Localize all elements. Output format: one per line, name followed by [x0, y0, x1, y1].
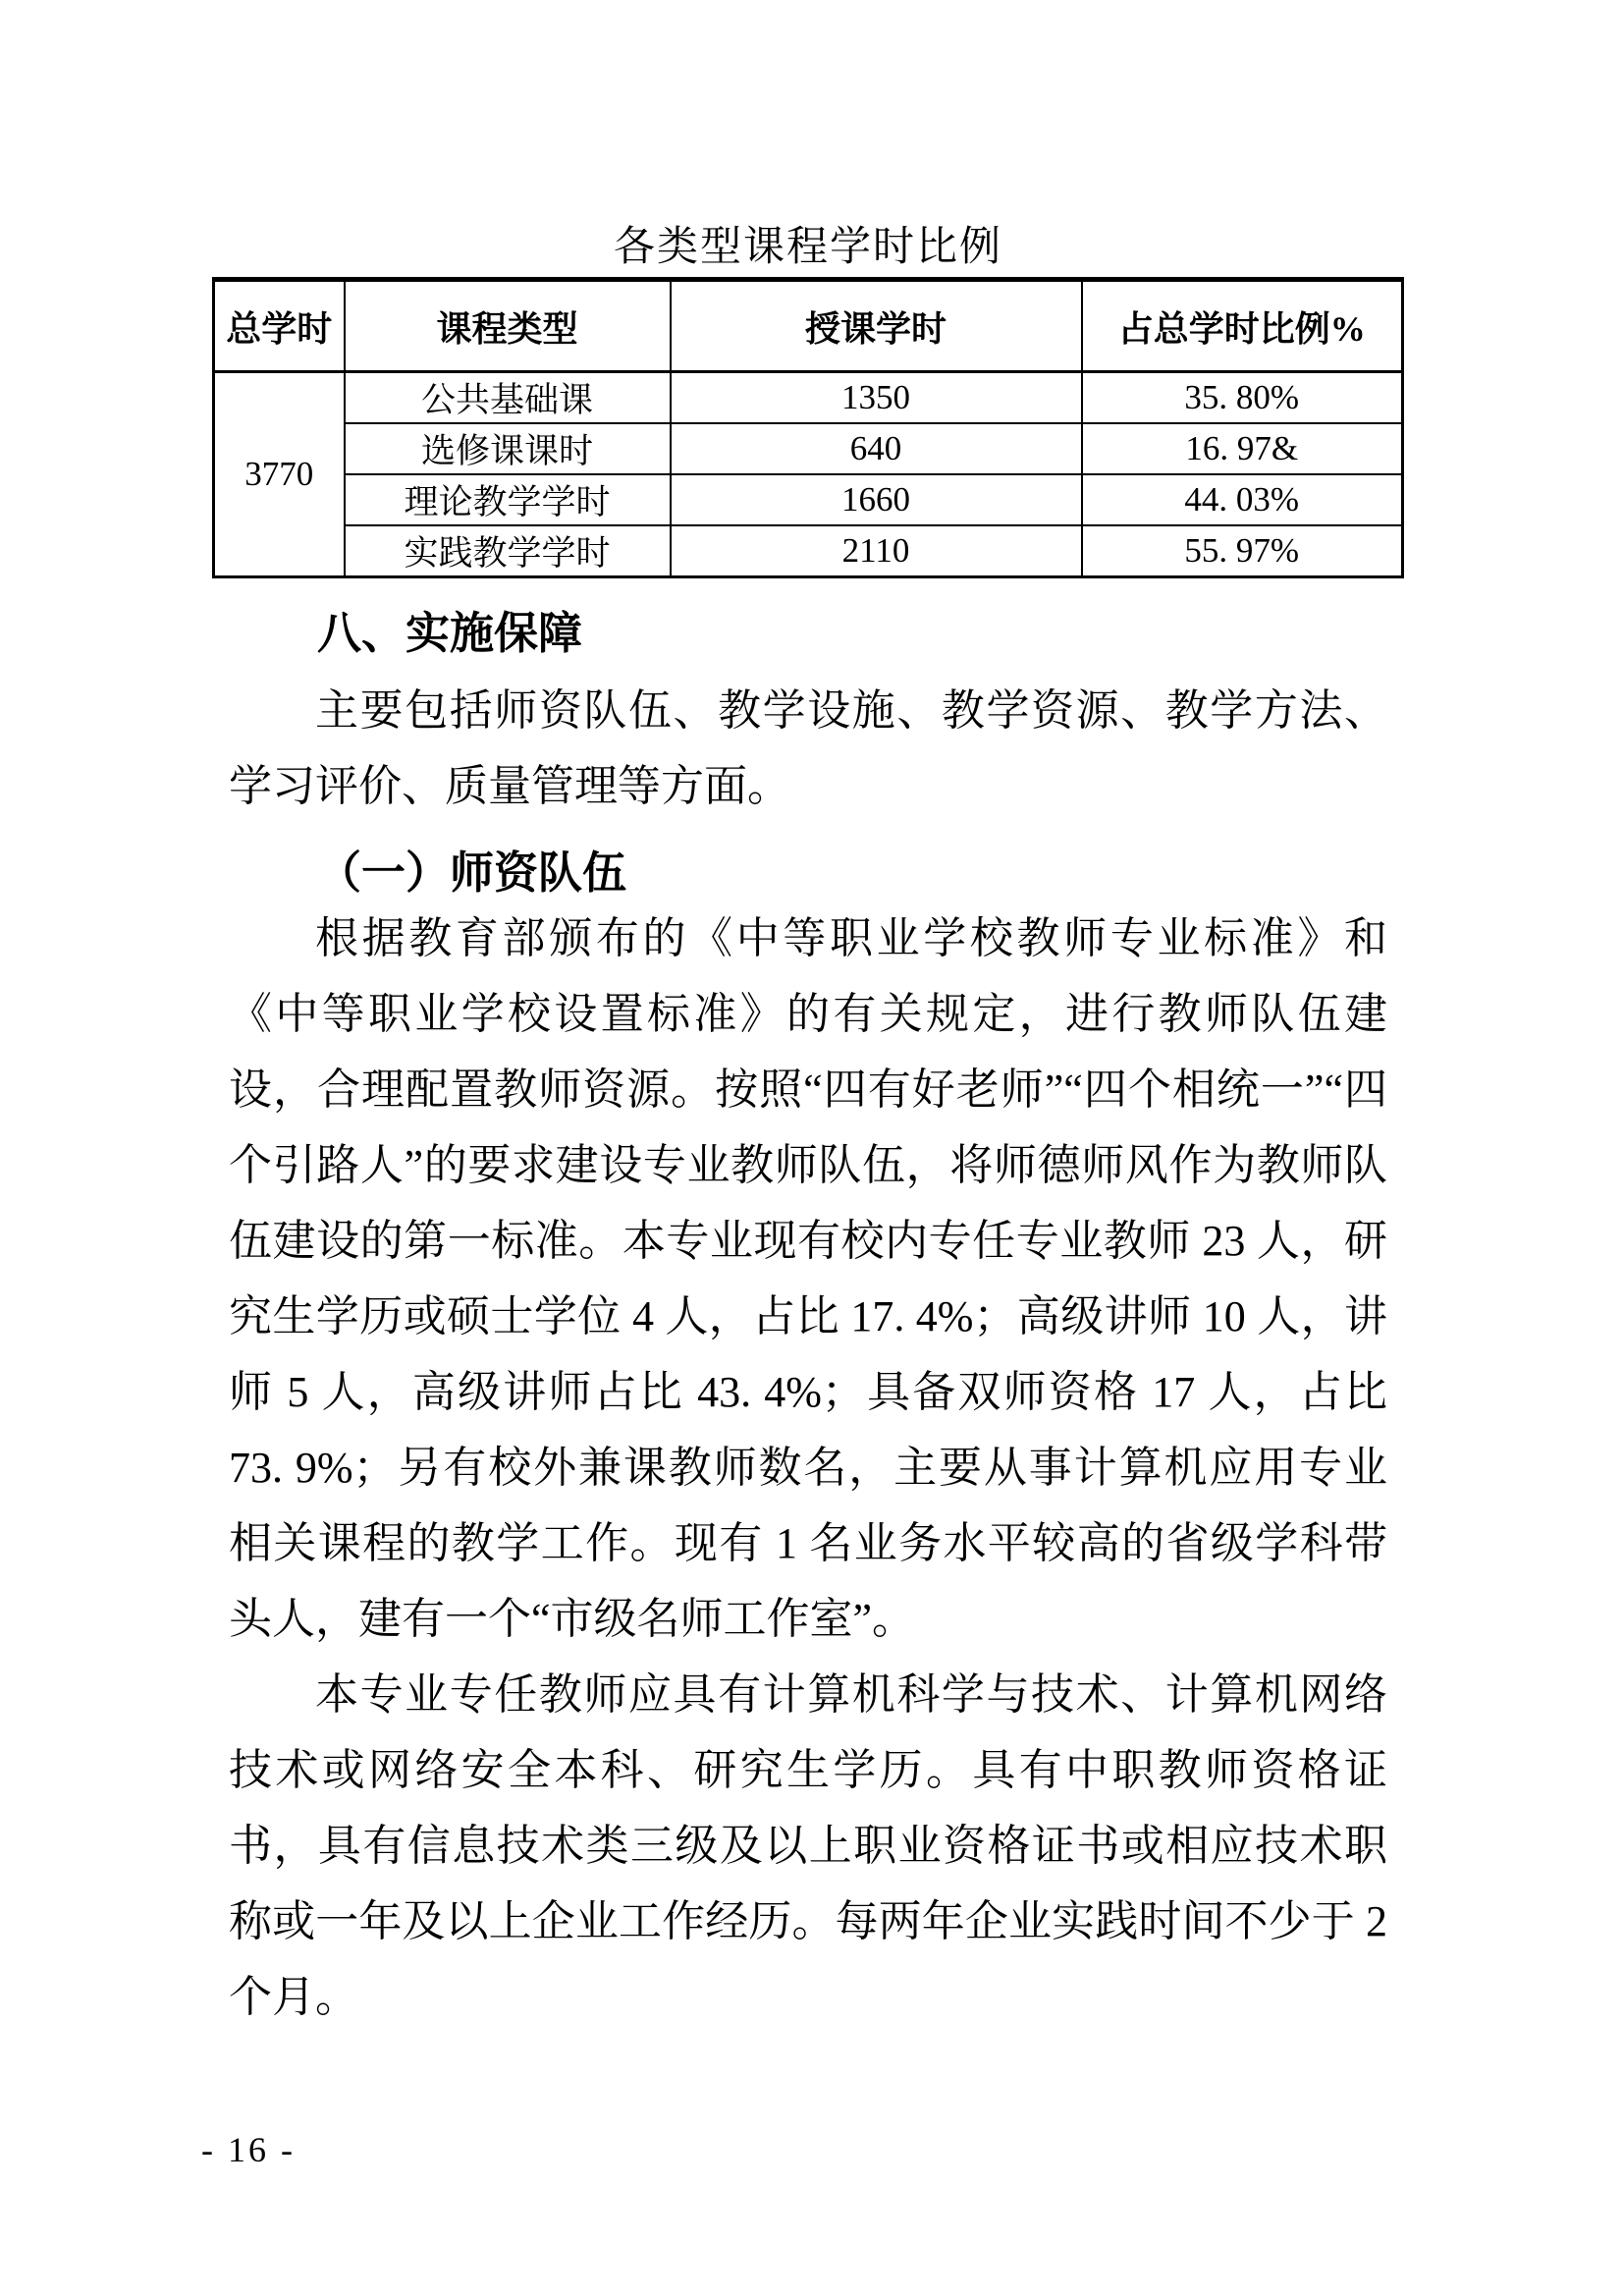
- section-heading-implementation-guarantee: 八、实施保障: [317, 608, 583, 658]
- ratio-cell: 44. 03%: [1082, 474, 1403, 525]
- page-number: - 16 -: [201, 2130, 296, 2169]
- course-type-cell: 公共基础课: [345, 372, 671, 424]
- column-header-ratio: 占总学时比例%: [1082, 280, 1403, 372]
- teaching-staff-paragraph-2: 本专业专任教师应具有计算机科学与技术、计算机网络技术或网络安全本科、研究生学历。具有中职教师资格证书，具有信息技术类三级及以上职业资格证书或相应技术职称或一年及以上企业工作经历。每两年企业实践时间不少于 2 个月。: [229, 1670, 1387, 2021]
- teaching-staff-paragraph-1: 根据教育部颁布的《中等职业学校教师专业标准》和《中等职业学校设置标准》的有关规定，进行教师队伍建设，合理配置教师资源。按照“四有好老师”“四个相统一”“四个引路人”的要求建设专业教师队伍，将师德师风作为教师队伍建设的第一标准。本专业现有校内专任专业教师 23 人，研究生学历或硕士学位 4 人，占比 17. 4%；高级讲师 10 人，讲师 5 人，高级讲师占比 43. 4%；具备双师资格 17 人，占比 73. 9%；另有校外兼课教师数名，主要从事计算机应用专业相关课程的教学工作。现有 1 名业务水平较高的省级学科带头人，建有一个“市级名师工作室”。: [229, 914, 1387, 1643]
- hours-cell: 2110: [671, 525, 1082, 577]
- course-type-cell: 理论教学学时: [345, 474, 671, 525]
- table-row: [214, 423, 1403, 474]
- hours-cell: 1660: [671, 474, 1082, 525]
- table-title: 各类型课程学时比例: [613, 225, 1002, 270]
- column-header-teaching-hours: 授课学时: [671, 280, 1082, 372]
- column-header-total-hours: 总学时: [214, 280, 345, 372]
- table-row: [214, 525, 1403, 577]
- total-hours-cell: 3770: [214, 372, 345, 577]
- hours-cell: 1350: [671, 372, 1082, 424]
- hours-cell: 640: [671, 423, 1082, 474]
- table-row: [214, 372, 1403, 424]
- course-type-cell: 选修课课时: [345, 423, 671, 474]
- intro-paragraph: 主要包括师资队伍、教学设施、教学资源、教学方法、学习评价、质量管理等方面。: [229, 686, 1387, 810]
- content-area: [226, 222, 1387, 2035]
- ratio-cell: 35. 80%: [1082, 372, 1403, 424]
- column-header-course-type: 课程类型: [345, 280, 671, 372]
- course-hours-table: [212, 277, 1404, 578]
- subsection-heading-teaching-staff: （一）师资队伍: [317, 848, 627, 898]
- table-header-row: [214, 280, 1403, 372]
- ratio-cell: 16. 97&: [1082, 423, 1403, 474]
- table-row: [214, 474, 1403, 525]
- course-type-cell: 实践教学学时: [345, 525, 671, 577]
- ratio-cell: 55. 97%: [1082, 525, 1403, 577]
